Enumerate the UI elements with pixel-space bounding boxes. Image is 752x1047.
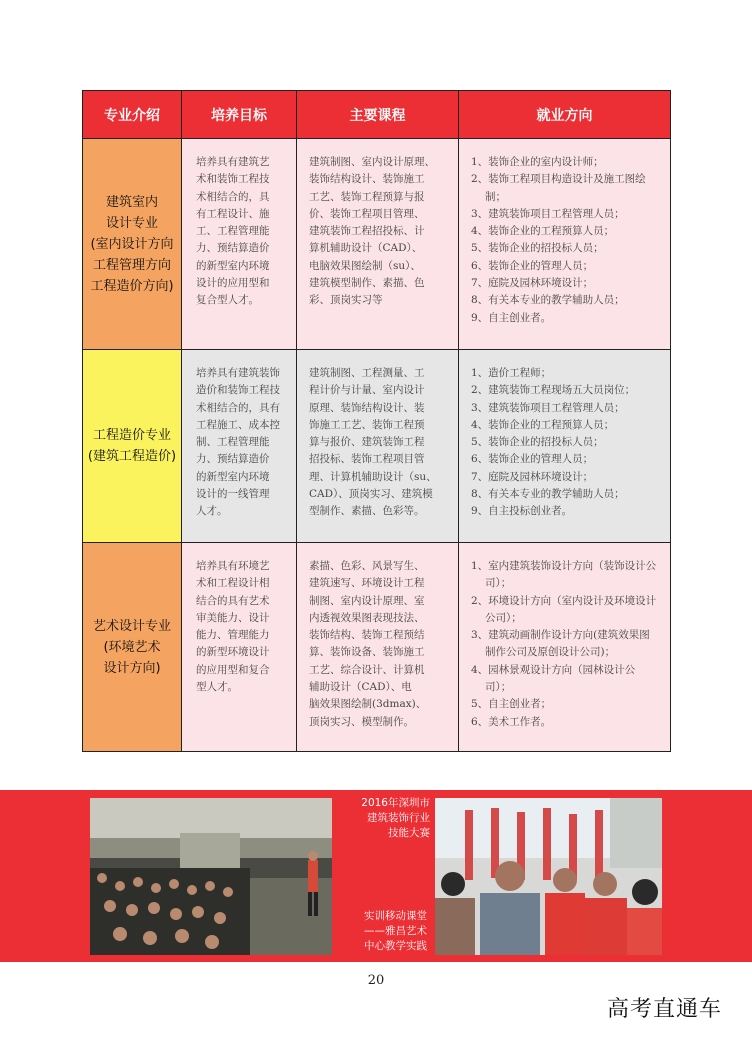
header-jobs: 就业方向 <box>459 91 670 139</box>
text-line: 型人才。 <box>196 681 238 694</box>
text-line: 的新型室内环境 <box>196 470 270 483</box>
text-line: 人才。 <box>196 505 228 518</box>
text-line: 装饰结构设计、装饰施工 <box>309 173 425 186</box>
text-line: 术相结合的，具 <box>196 190 270 203</box>
job-item: 2、装饰工程项目构造设计及施工图绘制； <box>471 173 646 203</box>
text-line: 审美能力、设计 <box>196 611 270 624</box>
text-line: 饰施工工艺、装饰工程预 <box>309 418 425 431</box>
text-line: 的新型环境设计 <box>196 646 270 659</box>
header-courses: 主要课程 <box>297 91 459 139</box>
major-name <box>93 616 171 679</box>
caption-line: 中心教学实践 <box>364 940 427 952</box>
major-cell <box>83 350 182 543</box>
job-item: 6、装饰企业的管理人员； <box>471 259 594 272</box>
text-line: 建筑装饰工程招投标、计 <box>309 225 425 238</box>
text-line: 工程施工、成本控 <box>196 418 280 431</box>
competition-photo <box>435 798 662 955</box>
goal-cell <box>182 350 297 543</box>
text-line: 型制作、素描、色彩等。 <box>309 505 425 518</box>
text-line: 算机辅助设计（CAD）、 <box>309 242 423 255</box>
text-line: 素描、色彩、风景写生、 <box>309 560 425 572</box>
text-line: 制图、室内设计原理、室 <box>309 594 425 607</box>
text-line: 程计价与计量、室内设计 <box>309 384 425 397</box>
job-item: 7、庭院及园林环境设计； <box>471 277 594 290</box>
text-line: 设计专业 <box>105 215 158 231</box>
jobs-list <box>471 558 660 731</box>
job-item: 6、美术工作者。 <box>471 715 552 728</box>
caption-line: ——雅昌艺术 <box>364 925 427 937</box>
text-line: 装饰结构、装饰工程预结 <box>309 629 425 642</box>
text-line: 培养具有环境艺 <box>196 560 270 572</box>
text-line: 结合的具有艺术 <box>196 594 270 607</box>
text-line: 算、装饰设备、装饰施工 <box>309 646 425 659</box>
photo-band <box>0 790 752 962</box>
text-line: 设计的一线管理 <box>196 488 270 501</box>
job-item: 1、造价工程师； <box>471 367 552 379</box>
text-line: 有工程设计、施 <box>196 207 270 220</box>
text-line: 电脑效果图绘制（su）、 <box>309 259 421 272</box>
caption-competition <box>340 796 430 841</box>
jobs-list <box>471 365 660 521</box>
job-item: 3、建筑动画制作设计方向(建筑效果图制作公司及原创设计公司)； <box>471 629 650 659</box>
job-item: 4、园林景观设计方向（园林设计公司）； <box>471 663 636 694</box>
text-line: 复合型人才。 <box>196 294 259 307</box>
job-item: 9、自主投标创业者。 <box>471 505 573 518</box>
text-line: 术和工程设计相 <box>196 577 270 590</box>
courses-cell <box>297 543 459 751</box>
text-line: 彩、顶岗实习等 <box>309 294 383 307</box>
text-line: 艺术设计专业 <box>92 618 171 634</box>
text-line: 原理、装饰结构设计、装 <box>309 401 425 414</box>
text-line: 设计的应用型和 <box>196 277 270 290</box>
text-line: 工艺、装饰工程预算与报 <box>309 190 425 203</box>
text-line: CAD）、顶岗实习、建筑模 <box>309 488 433 501</box>
text-line: 建筑室内 <box>105 194 158 210</box>
major-cell <box>83 139 182 350</box>
classroom-photo <box>90 798 332 955</box>
goal-cell <box>182 543 297 751</box>
text-line: 培养具有建筑装饰 <box>196 367 280 379</box>
text-line: 工艺、综合设计、计算机 <box>309 663 425 676</box>
text-line: 术相结合的，具有 <box>196 401 280 414</box>
text-line: 术和装饰工程技 <box>196 173 270 186</box>
text-line: 工程管理方向 <box>92 257 171 273</box>
job-item: 5、装饰企业的招投标人员； <box>471 436 604 449</box>
text-line: (室内设计方向 <box>90 236 174 252</box>
job-item: 2、环境设计方向（室内设计及环境设计公司）； <box>471 594 657 624</box>
major-name <box>90 192 173 297</box>
text-line: (建筑工程造价) <box>87 449 177 464</box>
text-line: 培养具有建筑艺 <box>196 156 270 168</box>
job-item: 8、有关本专业的教学辅助人员； <box>471 488 625 501</box>
text-line: 内透视效果图表现技法、 <box>309 611 425 624</box>
job-item: 1、装饰企业的室内设计师； <box>471 156 604 168</box>
text-line: 制、工程管理能 <box>196 436 270 449</box>
text-line: 造价和装饰工程技 <box>196 384 280 397</box>
job-item: 2、建筑装饰工程现场五大员岗位； <box>471 384 636 397</box>
caption-classroom <box>335 909 427 954</box>
text-line: 的应用型和复合 <box>196 663 270 676</box>
text-line: 辅助设计（CAD）、电 <box>309 681 412 694</box>
text-line: (环境艺术 <box>103 639 161 655</box>
text-line: 建筑制图、工程测量、工 <box>309 367 425 379</box>
job-item: 3、建筑装饰项目工程管理人员； <box>471 401 625 414</box>
page-number: 20 <box>367 973 385 988</box>
text-line: 脑效果图绘制(3dmax)、 <box>309 698 427 711</box>
text-line: 工程造价方向) <box>90 278 174 294</box>
job-item: 8、有关本专业的教学辅助人员； <box>471 294 625 307</box>
jobs-list <box>471 154 660 327</box>
courses-cell <box>297 350 459 543</box>
text-line: 算与报价、建筑装饰工程 <box>309 436 425 449</box>
job-item: 6、装饰企业的管理人员； <box>471 453 594 466</box>
program-table <box>82 90 671 752</box>
text-line: 理、计算机辅助设计（su、 <box>309 470 437 483</box>
text-line: 设计方向) <box>103 660 161 676</box>
text-line: 的新型室内环境 <box>196 259 270 272</box>
caption-line: 实训移动课堂 <box>364 910 427 922</box>
text-line: 顶岗实习、模型制作。 <box>309 715 414 728</box>
caption-line: 建筑装饰行业 <box>367 812 430 824</box>
caption-line: 2016年深圳市 <box>361 797 430 809</box>
jobs-cell <box>459 139 670 350</box>
text-line: 力、预结算造价 <box>196 453 270 466</box>
text-line: 力、预结算造价 <box>196 242 270 255</box>
job-item: 1、室内建筑装饰设计方向（装饰设计公司）； <box>471 560 657 590</box>
courses-cell <box>297 139 459 350</box>
job-item: 5、自主创业者； <box>471 698 552 711</box>
header-goal: 培养目标 <box>182 91 297 139</box>
text-line: 能力、管理能力 <box>196 629 270 642</box>
text-line: 建筑模型制作、素描、色 <box>309 277 425 290</box>
text-line: 建筑速写、环境设计工程 <box>309 577 425 590</box>
jobs-cell <box>459 350 670 543</box>
text-line: 招投标、装饰工程项目管 <box>309 453 425 466</box>
job-item: 9、自主创业者。 <box>471 311 552 324</box>
job-item: 3、建筑装饰项目工程管理人员； <box>471 207 625 220</box>
job-item: 5、装饰企业的招投标人员； <box>471 242 604 255</box>
job-item: 4、装饰企业的工程预算人员； <box>471 225 615 238</box>
job-item: 7、庭院及园林环境设计； <box>471 470 594 483</box>
text-line: 工程造价专业 <box>92 428 171 443</box>
text-line: 工、工程管理能 <box>196 225 270 238</box>
text-line: 价、装饰工程项目管理、 <box>309 207 425 220</box>
text-line: 建筑制图、室内设计原理、 <box>309 156 435 168</box>
header-major: 专业介绍 <box>83 91 182 139</box>
watermark: 高考直通车 <box>606 997 722 1022</box>
major-cell <box>83 543 182 751</box>
goal-cell <box>182 139 297 350</box>
major-name <box>88 425 176 467</box>
caption-line: 技能大赛 <box>388 827 430 839</box>
job-item: 4、装饰企业的工程预算人员； <box>471 418 615 431</box>
jobs-cell <box>459 543 670 751</box>
